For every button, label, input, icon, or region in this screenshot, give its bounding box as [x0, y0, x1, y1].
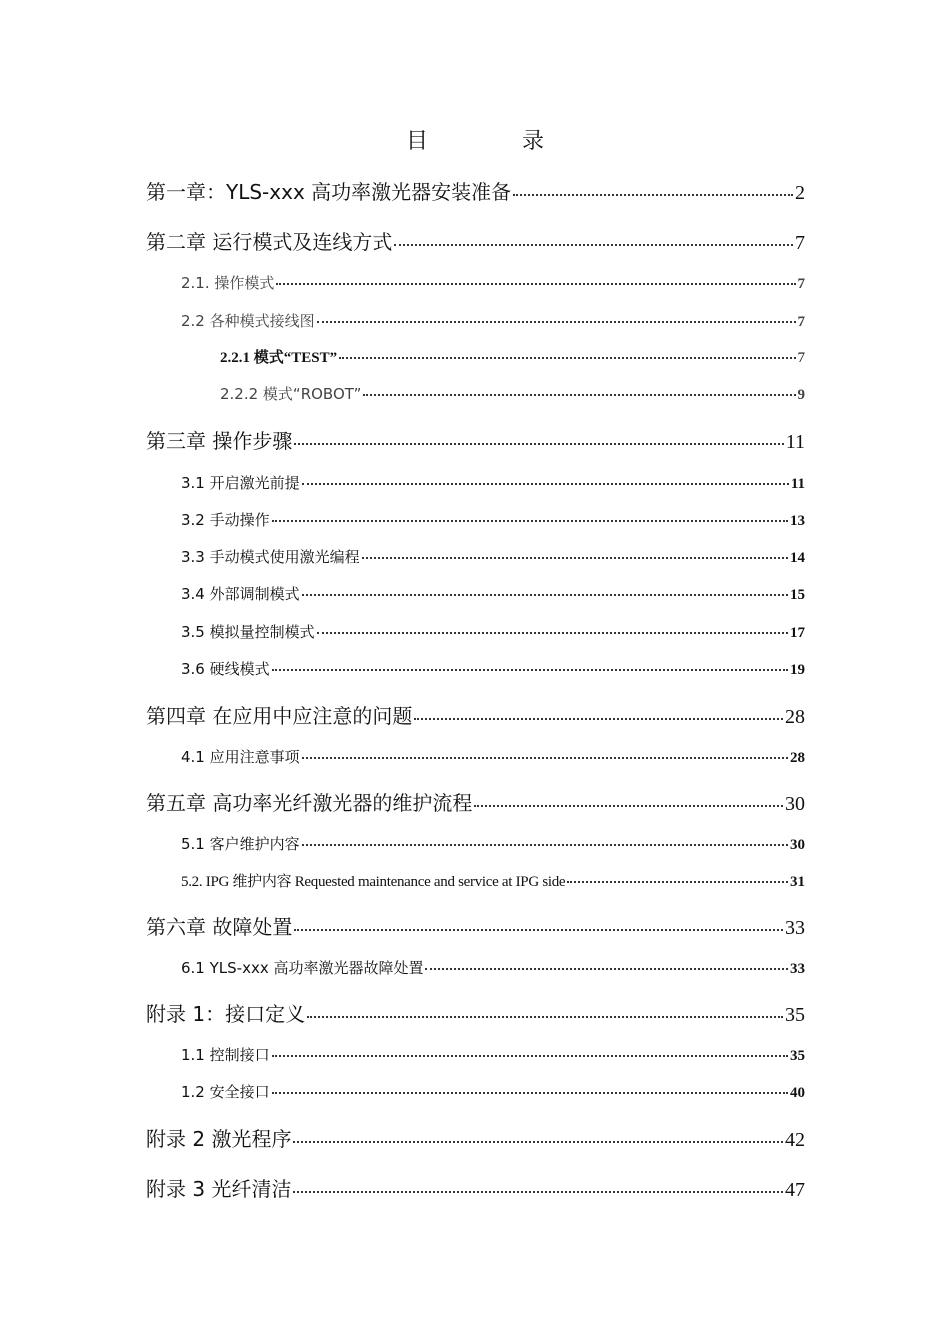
toc-entry-page: 2 [795, 182, 805, 204]
toc-entry-appendix-1[interactable] [146, 998, 805, 1027]
toc-entry-page: 19 [790, 662, 805, 678]
toc-entry-2-1[interactable] [181, 272, 805, 293]
toc-leader-dots [272, 520, 788, 522]
toc-entry-3-6[interactable] [181, 658, 805, 679]
toc-entry-page: 13 [790, 513, 805, 529]
toc-entry-label: 3.1 开启激光前提 [181, 474, 300, 492]
toc-entry-label: 2.2.2 模式“ROBOT” [220, 385, 362, 403]
toc-entry-page: 7 [797, 350, 805, 366]
toc-entry-label: 6.1 YLS-xxx 高功率激光器故障处置 [181, 959, 424, 977]
toc-entry-page: 14 [790, 550, 805, 566]
toc-leader-dots [302, 844, 788, 846]
toc-entry-chapter-5[interactable] [146, 787, 805, 816]
page-title: 目 录 [405, 129, 580, 154]
toc-entry-page: 7 [795, 232, 805, 254]
toc-entry-page: 7 [797, 314, 805, 330]
toc-leader-dots [414, 718, 783, 720]
toc-entry-label: 4.1 应用注意事项 [181, 748, 300, 766]
toc-entry-3-2[interactable] [181, 509, 805, 530]
toc-entry-3-4[interactable] [181, 583, 805, 604]
toc-entry-6-1[interactable] [181, 957, 805, 978]
toc-entry-page: 35 [785, 1004, 805, 1026]
toc-entry-label: 2.2 各种模式接线图 [181, 312, 315, 330]
toc-entry-appendix-2[interactable] [146, 1123, 805, 1152]
toc-entry-chapter-2[interactable] [146, 226, 805, 255]
toc-leader-dots [272, 669, 788, 671]
toc-leader-dots [302, 594, 788, 596]
toc-entry-page: 35 [790, 1048, 805, 1064]
toc-entry-page: 9 [797, 387, 805, 403]
toc-leader-dots [394, 244, 793, 246]
toc-entry-label: 5.1 客户维护内容 [181, 835, 300, 853]
toc-leader-dots [363, 394, 795, 396]
toc-leader-dots [276, 283, 795, 285]
toc-entry-page: 30 [785, 793, 805, 815]
toc-entry-appendix-3[interactable] [146, 1173, 805, 1202]
toc-entry-page: 33 [790, 961, 805, 977]
toc-entry-label: 第五章 高功率光纤激光器的维护流程 [146, 791, 473, 815]
toc-entry-label: 1.2 安全接口 [181, 1083, 270, 1101]
toc-entry-page: 30 [790, 837, 805, 853]
toc-entry-label: 第一章：YLS-xxx 高功率激光器安装准备 [146, 180, 512, 204]
toc-entry-a1-1[interactable] [181, 1044, 805, 1065]
toc-leader-dots [294, 929, 783, 931]
toc-entry-label: 3.5 模拟量控制模式 [181, 623, 315, 641]
toc-entry-page: 17 [790, 625, 805, 641]
toc-entry-label: 第六章 故障处置 [146, 915, 293, 939]
toc-entry-page: 11 [790, 476, 805, 492]
toc-entry-5-1[interactable] [181, 833, 805, 854]
toc-entry-4-1[interactable] [181, 746, 805, 767]
toc-entry-page: 31 [790, 874, 805, 890]
toc-entry-3-1[interactable] [181, 472, 805, 493]
toc-entry-page: 42 [785, 1129, 805, 1151]
toc-entry-label: 2.1. 操作模式 [181, 274, 275, 292]
toc-entry-label: 第四章 在应用中应注意的问题 [146, 704, 413, 728]
toc-entry-label: 附录 1：接口定义 [146, 1002, 306, 1026]
toc-entry-page: 28 [790, 750, 805, 766]
toc-leader-dots [567, 881, 788, 883]
toc-entry-label: 3.6 硬线模式 [181, 660, 270, 678]
toc-entry-page: 15 [790, 587, 805, 603]
toc-leader-dots [272, 1055, 788, 1057]
toc-entry-label: 3.2 手动操作 [181, 511, 270, 529]
toc-entry-a1-2[interactable] [181, 1081, 805, 1102]
toc-entry-page: 40 [790, 1085, 805, 1101]
toc-leader-dots [474, 805, 783, 807]
toc-entry-page: 11 [785, 431, 805, 453]
toc-entry-label: 3.4 外部调制模式 [181, 585, 300, 603]
toc-entry-label: 2.2.1 模式“TEST” [220, 350, 338, 366]
toc-entry-3-5[interactable] [181, 621, 805, 642]
toc-entry-label: 第三章 操作步骤 [146, 429, 293, 453]
toc-leader-dots [302, 757, 788, 759]
toc-entry-chapter-3[interactable] [146, 425, 805, 454]
toc-entry-5-2[interactable] [181, 870, 805, 891]
toc-entry-3-3[interactable] [181, 546, 805, 567]
toc-leader-dots [362, 557, 788, 559]
toc-leader-dots [302, 483, 789, 485]
toc-entry-label: 1.1 控制接口 [181, 1046, 270, 1064]
toc-leader-dots [339, 357, 795, 359]
toc-entry-page: 33 [785, 917, 805, 939]
toc-leader-dots [513, 194, 793, 196]
toc-leader-dots [317, 321, 796, 323]
toc-leader-dots [293, 1141, 783, 1143]
toc-entry-label: 附录 3 光纤清洁 [146, 1177, 292, 1201]
toc-entry-2-2-2[interactable] [220, 383, 805, 404]
toc-entry-2-2-1[interactable] [220, 346, 805, 367]
toc-entry-page: 47 [785, 1179, 805, 1201]
toc-leader-dots [272, 1092, 788, 1094]
toc-entry-chapter-4[interactable] [146, 700, 805, 729]
toc-leader-dots [307, 1016, 783, 1018]
toc-leader-dots [425, 968, 788, 970]
toc-entry-chapter-6[interactable] [146, 911, 805, 940]
toc-entry-chapter-1[interactable] [146, 176, 805, 205]
toc-entry-label: 第二章 运行模式及连线方式 [146, 230, 393, 254]
toc-entry-page: 7 [797, 276, 805, 292]
toc-leader-dots [294, 443, 783, 445]
toc-leader-dots [293, 1191, 783, 1193]
toc-entry-page: 28 [785, 706, 805, 728]
toc-entry-2-2[interactable] [181, 310, 805, 331]
toc-entry-label: 5.2. IPG 维护内容 Requested maintenance and service at IPG side [181, 874, 566, 890]
toc-entry-label: 3.3 手动模式使用激光编程 [181, 548, 360, 566]
toc-leader-dots [317, 632, 788, 634]
toc-entry-label: 附录 2 激光程序 [146, 1127, 292, 1151]
